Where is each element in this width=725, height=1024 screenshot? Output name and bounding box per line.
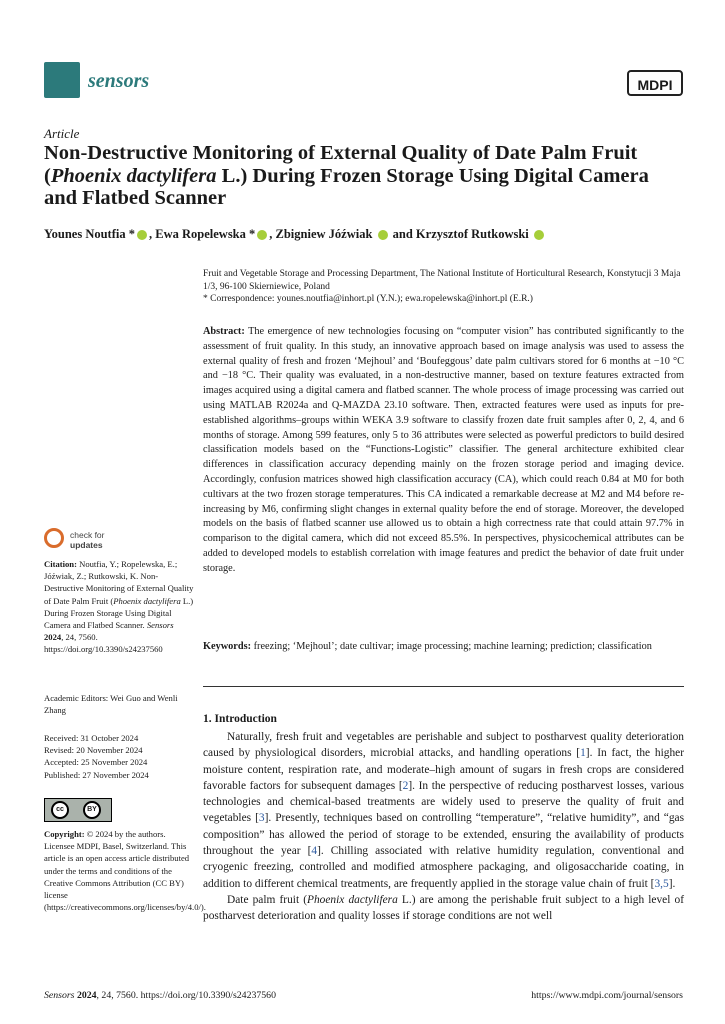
orcid-icon[interactable] <box>137 230 147 240</box>
reference-link[interactable]: 4 <box>311 845 318 858</box>
copyright-notice: Copyright: © 2024 by the authors. Licensee MDPI, Basel, Switzerland. This article is an open access article distributed under the terms and conditions of the Creative Commons Attribution (CC BY) license (https://creativecommons.org/licenses/by/4.0/). <box>44 829 206 913</box>
check-for-updates-label[interactable]: check for updates <box>70 530 105 550</box>
check-for-updates-icon[interactable] <box>44 528 64 548</box>
paragraph: Naturally, fresh fruit and vegetables are perishable and subject to postharvest quality deterioration caused by physiological disorders, microbial attacks, and handling operations [1]. In fact, the higher moisture content, respiration rate, and moderate–high amount of sugars in fresh crops are considered favorable factors for subsequent damages [2]. In the perspective of reducing postharvest losses, various technologies and chemical-based treatments are widely used to preserve the quality of fruit and vegetables [3]. Presently, techniques based on controlling “temperature”, “relative humidity”, and “gas composition” has allowed the period of storage to be extended, ensuring the availability of products throughout the year [4]. Chilling associated with relative humidity regulation, conventional and cryogenic freezing, controlled and modified atmosphere packaging, and oligosaccharide coating, in addition to different chemical treatments, are frequently applied in the storage value chain of fruit [3,5]. <box>203 731 685 890</box>
keywords <box>203 640 684 655</box>
author-name[interactable]: , Zbigniew Jóźwiak <box>269 227 373 241</box>
affiliation: Fruit and Vegetable Storage and Processing Department, The National Institute of Horticultural Research, Konstytucji 3 Maja 1/3, 96-100 Skierniewice, Poland <box>203 269 681 292</box>
author-name[interactable]: Younes Noutfia * <box>44 227 135 241</box>
cc-by-license-icon[interactable]: cc BY <box>44 798 112 822</box>
citation-block: Citation: Noutfia, Y.; Ropelewska, E.; Jóźwiak, Z.; Rutkowski, K. Non-Destructive Monitoring of External Quality of Date Palm Fruit (Phoenix dactylifera L.) During Frozen Storage Using Digital Camera and Flatbed Scanner. Sensors 2024, 24, 7560. https://doi.org/10.3390/s24237560 <box>44 559 194 655</box>
abstract <box>203 325 684 577</box>
affiliation-block <box>203 268 683 306</box>
reference-link[interactable]: 3,5 <box>654 877 669 890</box>
orcid-icon[interactable] <box>378 230 388 240</box>
journal-logo-icon <box>44 62 80 98</box>
author-name[interactable]: , Ewa Ropelewska * <box>149 227 256 241</box>
academic-editors: Academic Editors: Wei Guo and Wenli Zhang <box>44 693 178 716</box>
article-type: Article <box>44 126 80 141</box>
paragraph: Date palm fruit (Phoenix dactylifera L.) are among the perishable fruit subject to a high level of postharvest deterioration and quality losses if storage conditions are not well <box>203 893 684 923</box>
author-list <box>44 227 546 242</box>
abstract-text: The emergence of new technologies focusing on “computer vision” has contributed significantly to the assessment of fruit quality. In this study, an innovative approach based on image analysis was used to assess the external quality of fresh and frozen ‘Mejhoul’ and ‘Boufeggous’ date palm cultivars stored for 6 months at −10 °C and −18 °C. Their quality was evaluated, in a non-destructive manner, based on texture features extracted from images acquired using a digital camera and flatbed scanner. The whole process of image processing was carried out using MATLAB R2024a and Q-MAZDA 23.10 software. Then, extracted features were used as inputs for pre-established algorithms–groups within WEKA 3.9 software to classify frozen date fruit samples after 0, 2, 4, and 6 months of storage. Among 599 features, only 5 to 36 attributes were selected as powerful predictors to build desired classification models based on the “Functions-Logistic” classifier. The general architecture exhibited clear differences in classification accuracy depending mainly on the frozen storage period and imaging device. Accordingly, confusion matrices showed high classification accuracy (CA), which could reach 0.84 at M0 for both cultivars at the two frozen storage temperatures. This CA indicated a remarkable decrease at M2 and M4 before re-increasing by M6, confirming slight changes in external quality before the end of storage. Moreover, the developed models on the basis of flatbed scanner use allowed us to obtain a high correctness rate that could attain 97.7% in comparison to the digital camera, which did not exceed 85.5%. In perspectives, physicochemical attributes can be added to developed models to establish correlation with image features and predict the behavior of date fruit under storage. <box>203 326 684 574</box>
author-name[interactable]: and Krzysztof Rutkowski <box>389 227 529 241</box>
keywords-text: freezing; ‘Mejhoul’; date cultivar; image processing; machine learning; prediction; classification <box>253 641 652 652</box>
abstract-label: Abstract: <box>203 326 245 337</box>
section-heading: 1. Introduction <box>203 713 277 725</box>
footer-journal-url[interactable]: https://www.mdpi.com/journal/sensors <box>531 990 683 1001</box>
journal-name: sensors <box>88 70 150 92</box>
correspondence: * Correspondence: younes.noutfia@inhort.pl (Y.N.); ewa.ropelewska@inhort.pl (E.R.) <box>203 294 533 304</box>
reference-link[interactable]: 1 <box>580 747 586 760</box>
introduction-body <box>203 729 684 925</box>
orcid-icon[interactable] <box>257 230 267 240</box>
reference-link[interactable]: 2 <box>402 779 409 792</box>
publication-dates: Received: 31 October 2024 Revised: 20 November 2024 Accepted: 25 November 2024 Published: 27 November 2024 <box>44 733 149 780</box>
reference-link[interactable]: 3 <box>258 812 265 825</box>
article-title: Non-Destructive Monitoring of External Quality of Date Palm Fruit (Phoenix dactylifera L.) During Frozen Storage Using Digital Camera and Flatbed Scanner <box>44 142 649 209</box>
publisher-logo: MDPI <box>627 70 683 96</box>
orcid-icon[interactable] <box>534 230 544 240</box>
footer-citation: Sensors 2024, 24, 7560. https://doi.org/10.3390/s24237560 <box>44 990 276 1001</box>
keywords-label: Keywords: <box>203 641 252 652</box>
section-divider <box>203 686 684 687</box>
